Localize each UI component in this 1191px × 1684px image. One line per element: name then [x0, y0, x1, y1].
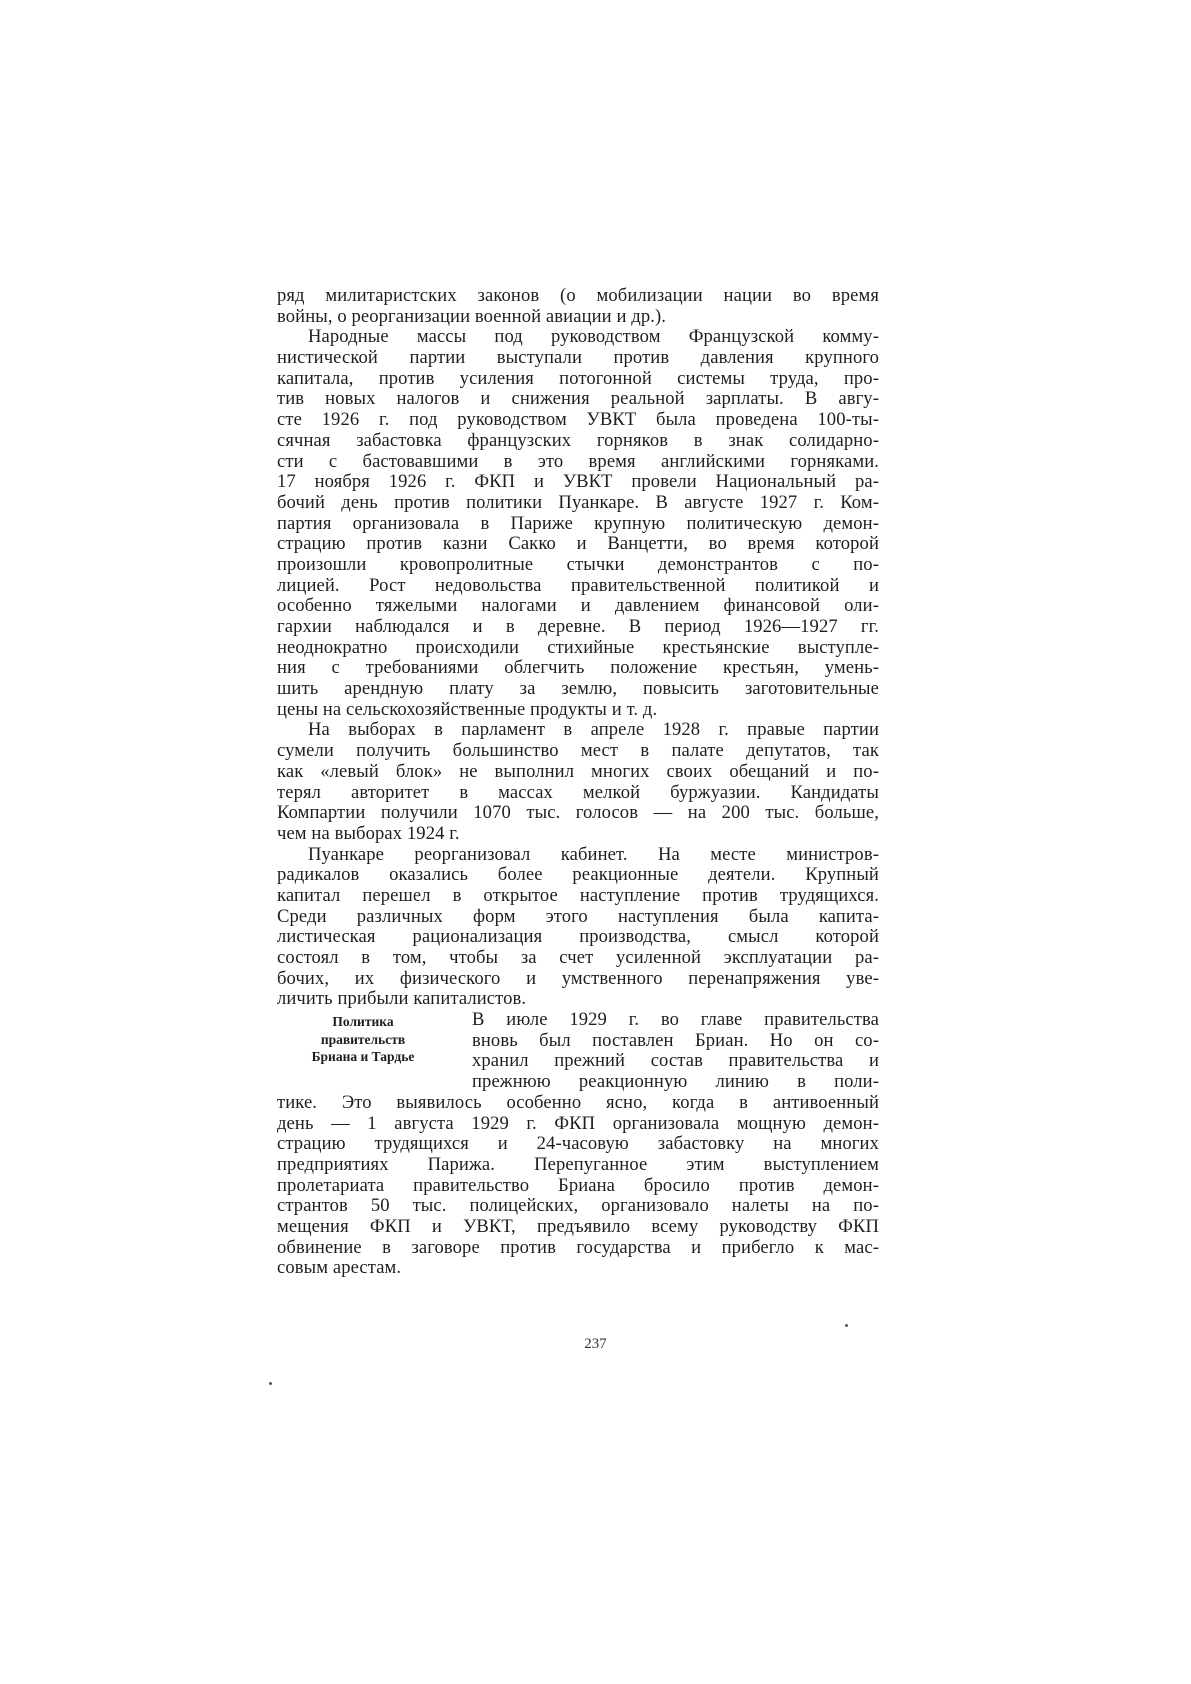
text-line: предприятиях Парижа. Перепуганное этим выступлением	[277, 1153, 879, 1175]
text-line: Среди различных форм этого наступления была капита-	[277, 905, 879, 927]
text-line: пролетариата правительство Бриана бросило против демон-	[277, 1174, 879, 1196]
scan-speck	[269, 1382, 272, 1385]
text-line: день — 1 августа 1929 г. ФКП организовала мощную демон-	[277, 1112, 879, 1134]
text-line: особенно тяжелыми налогами и давлением финансовой оли-	[277, 595, 879, 617]
text-line: бочих, их физического и умственного перенапряжения уве-	[277, 967, 879, 989]
body-text	[277, 286, 879, 1279]
text-line: гархии наблюдался и в деревне. В период 1926—1927 гг.	[277, 616, 879, 637]
text-line: Народные массы под руководством Французской комму-	[308, 326, 879, 348]
text-line: В июле 1929 г. во главе правительства	[472, 1009, 879, 1031]
text-line: совым арестам.	[277, 1257, 402, 1279]
text-line: войны, о реорганизации военной авиации и др.).	[277, 305, 667, 327]
text-line: произошли кровопролитные стычки демонстрантов с по-	[277, 553, 879, 575]
text-line: ряд милитаристских законов (о мобилизации нации во время	[277, 285, 879, 306]
text-line: прежнюю реакционную линию в поли-	[472, 1071, 879, 1093]
text-line: тив новых налогов и снижения реальной зарплаты. В авгу-	[277, 388, 879, 410]
side-heading-line: правительств	[320, 1031, 406, 1047]
text-line: цены на сельскохозяйственные продукты и т. д.	[277, 698, 658, 720]
text-line: неоднократно происходили стихийные крестьянские выступле-	[277, 636, 879, 658]
side-heading-line: Политика	[332, 1014, 394, 1030]
text-line: чем на выборах 1924 г.	[277, 822, 460, 844]
scan-speck	[845, 1324, 848, 1327]
paragraph-5-side-section	[277, 1010, 879, 1093]
paragraph-2	[277, 327, 879, 720]
text-line: На выборах в парламент в апреле 1928 г. правые партии	[308, 719, 879, 741]
text-line: сумели получить большинство мест в палате депутатов, так	[277, 740, 879, 762]
text-line: листическая рационализация производства, смысл которой	[277, 926, 879, 948]
page-number: 237	[584, 1336, 607, 1352]
side-text	[472, 1010, 879, 1093]
text-line: сти с бастовавшими в это время английскими горняками.	[277, 450, 879, 472]
text-line: страцию трудящихся и 24-часовую забастовку на многих	[277, 1133, 879, 1155]
text-line: Компартии получили 1070 тыс. голосов — на 200 тыс. больше,	[277, 802, 879, 824]
text-line: странтов 50 тыс. полицейских, организовало налеты на по-	[277, 1195, 879, 1217]
text-line: тике. Это выявилось особенно ясно, когда в антивоенный	[277, 1091, 879, 1113]
paragraph-5	[277, 1093, 879, 1279]
text-line: партия организовала в Париже крупную политическую демон-	[277, 512, 879, 534]
text-line: состоял в том, чтобы за счет усиленной эксплуатации ра-	[277, 947, 879, 968]
text-line: ния с требованиями облегчить положение крестьян, умень-	[277, 657, 879, 679]
text-line: сячная забастовка французских горняков в знак солидарно-	[277, 429, 879, 451]
text-line: шить арендную плату за землю, повысить заготовительные	[277, 678, 879, 700]
paragraph-4	[277, 845, 879, 1011]
text-line: вновь был поставлен Бриан. Но он со-	[472, 1029, 879, 1051]
paragraph-3	[277, 720, 879, 844]
text-line: капитала, против усиления потогонной системы труда, про-	[277, 367, 879, 389]
text-line: радикалов оказались более реакционные деятели. Крупный	[277, 864, 879, 886]
text-line: хранил прежний состав правительства и	[472, 1050, 879, 1072]
text-line: 17 ноября 1926 г. ФКП и УВКТ провели Национальный ра-	[277, 471, 879, 493]
text-line: нистической партии выступали против давления крупного	[277, 347, 879, 369]
text-line: терял авторитет в массах мелкой буржуазии. Кандидаты	[277, 781, 879, 803]
text-line: бочий день против политики Пуанкаре. В августе 1927 г. Ком-	[277, 491, 879, 513]
text-line: страцию против казни Сакко и Ванцетти, во время которой	[277, 533, 879, 555]
paragraph-1	[277, 286, 879, 327]
side-heading-line: Бриана и Тардье	[311, 1049, 415, 1065]
text-line: лицией. Рост недовольства правительственной политикой и	[277, 574, 879, 596]
text-line: Пуанкаре реорганизовал кабинет. На месте министров-	[308, 843, 879, 865]
text-line: обвинение в заговоре против государства и прибегло к мас-	[277, 1236, 879, 1258]
text-line: мещения ФКП и УВКТ, предъявило всему руководству ФКП	[277, 1215, 879, 1237]
text-line: сте 1926 г. под руководством УВКТ была проведена 100-ты-	[277, 409, 879, 431]
text-line: как «левый блок» не выполнил многих своих обещаний и по-	[277, 760, 879, 782]
side-heading	[277, 1013, 449, 1066]
text-line: личить прибыли капиталистов.	[277, 988, 527, 1010]
text-line: капитал перешел в открытое наступление против трудящихся.	[277, 884, 879, 906]
